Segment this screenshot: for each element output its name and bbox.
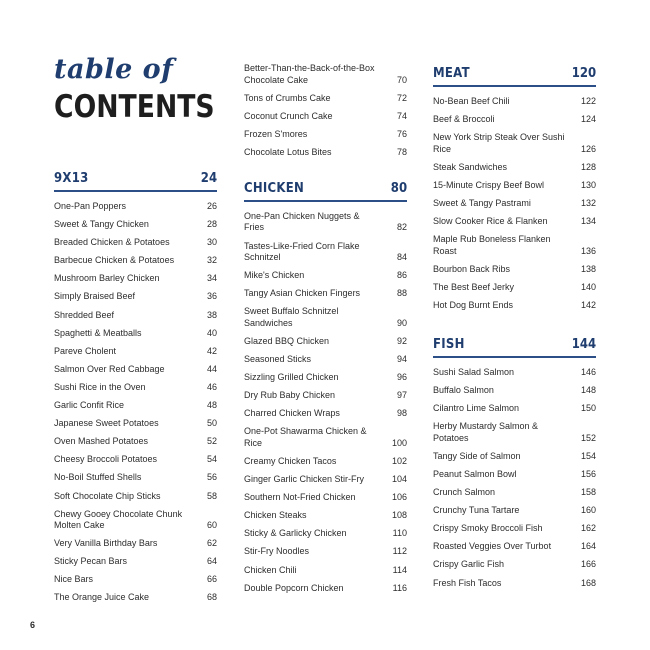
entry-page: 36 [206,291,217,302]
entry-page: 42 [206,345,217,356]
toc-entry [244,546,407,558]
entry-title: Shredded Beef [54,309,115,320]
toc-entry [433,96,596,108]
section-title: MEAT [433,66,470,81]
item-list [244,63,407,158]
entry-page: 66 [206,574,217,585]
entry-page: 88 [396,288,407,299]
page-title: CONTENTS [54,89,215,125]
item-list [433,96,596,311]
entry-title: Tons of Crumbs Cake [244,92,331,103]
toc-entry [244,93,407,105]
entry-title: New York Strip Steak Over Sushi Rice [433,132,565,154]
section-header [433,63,596,87]
entry-page: 40 [206,327,217,338]
entry-title: Barbecue Chicken & Potatoes [54,255,175,266]
entry-title: Dry Rub Baby Chicken [244,390,336,401]
entry-page: 152 [580,432,596,443]
toc-entry [244,474,407,486]
toc-entry [54,273,217,285]
entry-title: Frozen S'mores [244,128,308,139]
column-2 [244,63,407,601]
entry-title: Tangy Asian Chicken Fingers [244,288,361,299]
entry-title: The Best Beef Jerky [433,281,515,292]
toc-entry [433,487,596,499]
entry-title: Glazed BBQ Chicken [244,335,330,346]
entry-page: 94 [396,354,407,365]
entry-page: 138 [580,263,596,274]
toc-entry [433,234,596,257]
entry-title: Slow Cooker Rice & Flanken [433,216,548,227]
toc-entry [244,288,407,300]
entry-title: Cheesy Broccoli Potatoes [54,454,158,465]
entry-title: Sticky Pecan Bars [54,556,128,567]
entry-page: 62 [206,538,217,549]
entry-title: Japanese Sweet Potatoes [54,418,159,429]
toc-entry [433,367,596,379]
toc-entry [54,382,217,394]
toc-entry [244,63,407,86]
toc-entry [244,147,407,159]
section-chicken [244,178,407,594]
toc-entry [244,583,407,595]
entry-page: 150 [580,403,596,414]
toc-entry [54,201,217,213]
toc-entry [244,211,407,234]
section-page: 80 [390,180,407,196]
entry-title: Southern Not-Fried Chicken [244,492,356,503]
entry-page: 50 [206,418,217,429]
toc-entry [54,454,217,466]
toc-entry [433,300,596,312]
entry-title: Sushi Salad Salmon [433,367,515,378]
entry-page: 34 [206,273,217,284]
entry-title: Stir-Fry Noodles [244,546,310,557]
entry-title: Crispy Smoky Broccoli Fish [433,523,543,534]
entry-page: 102 [391,456,407,466]
toc-entry [54,538,217,550]
entry-page: 158 [580,487,596,498]
entry-title: Mike's Chicken [244,270,305,281]
section-header [54,168,217,192]
entry-title: Nice Bars [54,574,94,585]
toc-entry [244,354,407,366]
toc-entry [54,509,217,532]
toc-entry [433,505,596,517]
entry-title: Sushi Rice in the Oven [54,381,146,392]
entry-title: Buffalo Salmon [433,385,494,396]
entry-title: Double Popcorn Chicken [244,582,344,593]
entry-title: Herby Mustardy Salmon & Potatoes [433,421,539,443]
section-title: CHICKEN [244,180,305,196]
item-list [433,367,596,589]
entry-page: 110 [392,528,407,539]
entry-page: 82 [396,222,407,233]
toc-entry [433,421,596,444]
entry-title: Sweet & Tangy Chicken [54,219,149,230]
toc-entry [244,241,407,264]
entry-title: Sweet & Tangy Pastrami [433,197,531,208]
entry-page: 28 [206,219,217,230]
entry-page: 108 [391,510,407,521]
toc-entry [433,132,596,155]
toc-entry [244,408,407,420]
entry-page: 74 [396,110,407,121]
entry-title: One-Pan Chicken Nuggets & Fries [244,210,360,233]
entry-page: 72 [396,92,407,103]
section-meat [433,63,596,311]
entry-page: 92 [396,335,407,346]
entry-title: Garlic Confit Rice [54,400,125,411]
entry-title: Better-Than-the-Back-of-the-Box Chocolate Cake [244,63,375,85]
toc-entry [54,328,217,340]
entry-page: 54 [206,454,217,465]
toc-entry [54,255,217,267]
entry-title: Crunch Salmon [433,487,496,498]
entry-title: Soft Chocolate Chip Sticks [54,490,161,501]
toc-entry [433,216,596,228]
toc-entry [54,556,217,568]
entry-page: 70 [396,74,407,85]
entry-page: 86 [396,270,407,281]
entry-page: 44 [206,363,217,374]
toc-entry [244,492,407,504]
toc-entry [244,456,407,468]
entry-title: 15-Minute Crispy Beef Bowl [433,179,545,190]
entry-title: Chewy Gooey Chocolate Chunk Molten Cake [54,508,183,531]
toc-entry [433,198,596,210]
entry-page: 124 [580,114,596,125]
entry-title: Chicken Chili [244,564,297,575]
toc-entry [54,574,217,586]
entry-page: 140 [580,281,596,292]
toc-entry [433,282,596,294]
entry-page: 46 [206,381,217,392]
entry-title: Tangy Side of Salmon [433,450,521,461]
entry-title: Oven Mashed Potatoes [54,436,149,447]
entry-page: 26 [206,201,217,211]
toc-entry [433,264,596,276]
entry-title: Tastes-Like-Fried Corn Flake Schnitzel [244,240,360,263]
entry-title: Peanut Salmon Bowl [433,469,517,479]
entry-page: 90 [396,317,407,328]
entry-title: Chicken Steaks [244,510,307,521]
toc-entry [54,400,217,412]
entry-title: Ginger Garlic Chicken Stir-Fry [244,474,365,485]
entry-page: 98 [396,408,407,419]
toc-entry [433,162,596,174]
entry-title: No-Bean Beef Chili [433,96,510,106]
toc-entry [244,528,407,540]
entry-title: Mushroom Barley Chicken [54,273,160,284]
entry-page: 112 [392,546,407,557]
toc-entry [433,469,596,481]
entry-page: 76 [396,128,407,139]
toc-entry [54,436,217,448]
entry-title: No-Boil Stuffed Shells [54,472,142,483]
column-3 [433,63,596,596]
toc-entry [54,472,217,484]
section-fish [433,334,596,589]
toc-entry [54,237,217,249]
entry-page: 136 [580,245,596,256]
entry-page: 162 [580,523,596,534]
entry-page: 96 [396,372,407,383]
toc-entry [54,592,217,604]
section-title: FISH [433,337,465,353]
entry-title: Sweet Buffalo Schnitzel Sandwiches [244,306,339,328]
entry-page: 38 [206,309,217,320]
entry-page: 160 [580,505,596,516]
toc-entry [54,310,217,322]
entry-page: 32 [206,255,217,266]
entry-page: 122 [580,96,596,106]
toc-entry [54,346,217,358]
toc-entry [433,180,596,192]
entry-title: Breaded Chicken & Potatoes [54,237,170,248]
entry-title: Roasted Veggies Over Turbot [433,541,552,552]
toc-entry [244,111,407,123]
entry-title: Bourbon Back Ribs [433,263,511,274]
entry-title: Salmon Over Red Cabbage [54,363,165,374]
section-header [244,178,407,202]
entry-title: Pareve Cholent [54,345,117,356]
toc-entry [54,219,217,231]
entry-page: 116 [392,582,407,593]
section-page: 24 [200,171,217,186]
toc-entry [433,451,596,463]
entry-page: 48 [206,400,217,411]
entry-title: Fresh Fish Tacos [433,577,502,588]
entry-title: Chocolate Lotus Bites [244,146,332,157]
toc-entry [433,523,596,535]
entry-title: Very Vanilla Birthday Bars [54,538,158,549]
toc-entry [54,291,217,303]
entry-page: 164 [580,541,596,552]
entry-page: 130 [580,179,596,190]
entry-title: Maple Rub Boneless Flanken Roast [433,234,551,256]
toc-entry [54,418,217,430]
entry-page: 106 [391,492,407,503]
entry-page: 148 [580,385,596,396]
entry-title: Simply Braised Beef [54,291,136,302]
toc-entry [244,565,407,577]
entry-page: 146 [580,367,596,378]
entry-title: Sticky & Garlicky Chicken [244,528,347,539]
entry-title: Crunchy Tuna Tartare [433,505,520,516]
entry-title: Steak Sandwiches [433,161,508,172]
toc-entry [433,114,596,126]
toc-entry [244,336,407,348]
entry-page: 68 [206,592,217,603]
entry-page: 60 [206,520,217,531]
entry-title: The Orange Juice Cake [54,592,150,603]
entry-page: 78 [396,146,407,157]
toc-entry [54,364,217,376]
entry-page: 114 [392,564,407,575]
section-9x13 [54,168,217,604]
column-1 [54,168,217,611]
entry-page: 58 [206,490,217,501]
toc-entry [244,306,407,329]
entry-page: 100 [391,437,407,448]
toc-entry [433,578,596,590]
section-page: 120 [571,66,596,81]
toc-entry [54,491,217,503]
entry-title: Spaghetti & Meatballs [54,327,142,338]
entry-page: 156 [580,469,596,479]
entry-title: Seasoned Sticks [244,354,312,365]
entry-page: 132 [580,197,596,208]
toc-entry [244,426,407,449]
entry-page: 168 [580,577,596,588]
entry-page: 134 [580,216,596,227]
toc-entry [433,403,596,415]
entry-page: 104 [391,474,407,485]
entry-page: 30 [206,237,217,248]
toc-entry [244,510,407,522]
entry-page: 166 [580,559,596,570]
entry-title: Hot Dog Burnt Ends [433,299,514,310]
toc-entry [433,559,596,571]
item-list [244,211,407,594]
item-list [54,201,217,604]
entry-title: Cilantro Lime Salmon [433,403,520,414]
page-number: 6 [30,620,36,630]
entry-page: 154 [580,450,596,461]
entry-page: 97 [396,390,407,401]
entry-page: 52 [206,436,217,447]
entry-title: Creamy Chicken Tacos [244,456,337,466]
toc-entry [244,390,407,402]
entry-page: 64 [206,556,217,567]
entry-title: One-Pot Shawarma Chicken & Rice [244,426,367,448]
title-script: table of [54,54,174,85]
section-title: 9X13 [54,171,89,186]
section-header [433,334,596,358]
entry-title: One-Pan Poppers [54,201,127,211]
toc-entry [433,385,596,397]
section-page: 144 [571,337,596,353]
entry-page: 84 [396,252,407,263]
entry-page: 56 [206,472,217,483]
toc-entry [433,541,596,553]
entry-title: Sizzling Grilled Chicken [244,372,339,383]
toc-entry [244,270,407,282]
toc-entry [244,372,407,384]
entry-page: 128 [580,161,596,172]
entry-title: Coconut Crunch Cake [244,110,333,121]
entry-title: Crispy Garlic Fish [433,559,505,570]
entry-title: Charred Chicken Wraps [244,408,340,419]
entry-title: Beef & Broccoli [433,114,495,125]
toc-entry [244,129,407,141]
entry-page: 126 [580,143,596,154]
entry-page: 142 [580,299,596,310]
